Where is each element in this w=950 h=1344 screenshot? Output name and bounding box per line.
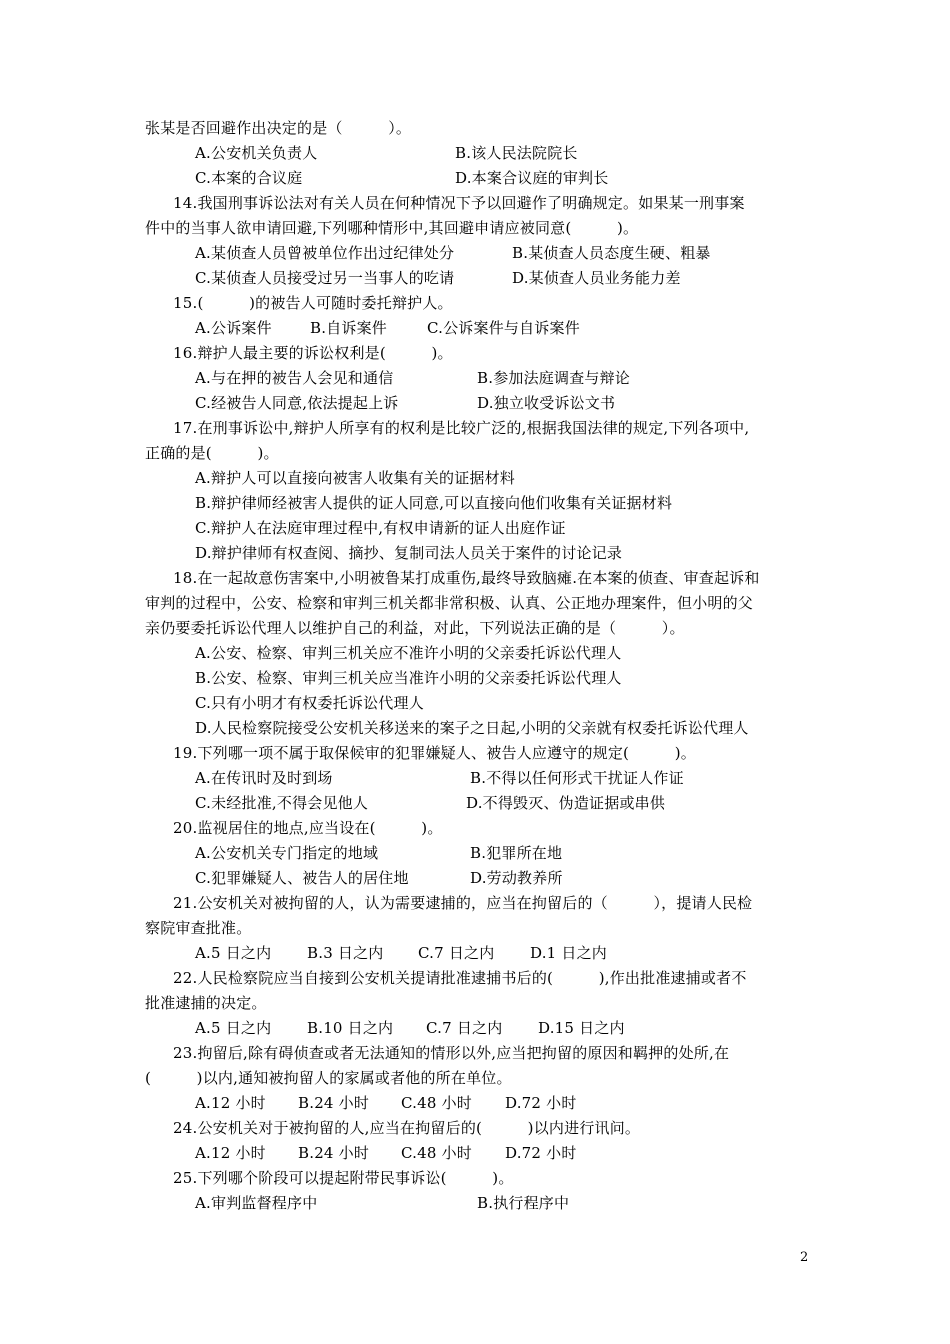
option-d: D.1 日之内 [530, 944, 607, 962]
option-b: B.执行程序中 [477, 1194, 570, 1212]
option-a: A.审判监督程序中 [195, 1194, 318, 1212]
text-line: 批准逮捕的决定。 [145, 994, 267, 1012]
option-d: D.人民检察院接受公安机关移送来的案子之日起,小明的父亲就有权委托诉讼代理人 [195, 719, 749, 737]
question-19: 19.下列哪一项不属于取保候审的犯罪嫌疑人、被告人应遵守的规定( )。 [173, 744, 696, 762]
option-d: D.本案合议庭的审判长 [455, 169, 609, 187]
option-b: B.自诉案件 [310, 319, 387, 337]
question-18: 18.在一起故意伤害案中,小明被鲁某打成重伤,最终导致脑瘫.在本案的侦查、审查起诉和 [173, 569, 760, 587]
text-line: 亲仍要委托诉讼代理人以维护自己的利益，对此，下列说法正确的是（ ）。 [145, 619, 685, 637]
option-a: A.5 日之内 [195, 1019, 272, 1037]
question-14: 14.我国刑事诉讼法对有关人员在何种情况下予以回避作了明确规定。如果某一刑事案 [173, 194, 745, 212]
option-a: A.12 小时 [195, 1094, 266, 1112]
option-a: A.辩护人可以直接向被害人收集有关的证据材料 [195, 469, 516, 487]
option-a: A.与在押的被告人会见和通信 [195, 369, 394, 387]
option-b: B.该人民法院院长 [455, 144, 578, 162]
option-d: D.辩护律师有权查阅、摘抄、复制司法人员关于案件的讨论记录 [195, 544, 623, 562]
option-d: D.劳动教养所 [470, 869, 563, 887]
question-25: 25.下列哪个阶段可以提起附带民事诉讼( )。 [173, 1169, 514, 1187]
option-c: C.7 日之内 [426, 1019, 503, 1037]
text-line: 张某是否回避作出决定的是（ ）。 [145, 119, 412, 137]
option-c: C.辩护人在法庭审理过程中,有权申请新的证人出庭作证 [195, 519, 566, 537]
option-b: B.3 日之内 [307, 944, 384, 962]
option-d: D.不得毁灭、伪造证据或串供 [466, 794, 666, 812]
option-a: A.公安、检察、审判三机关应不准许小明的父亲委托诉讼代理人 [195, 644, 622, 662]
option-d: D.独立收受诉讼文书 [477, 394, 616, 412]
question-24: 24.公安机关对于被拘留的人,应当在拘留后的( )以内进行讯问。 [173, 1119, 641, 1137]
question-20: 20.监视居住的地点,应当设在( )。 [173, 819, 443, 837]
option-b: B.10 日之内 [307, 1019, 394, 1037]
option-c: C.只有小明才有权委托诉讼代理人 [195, 694, 424, 712]
option-d: D.72 小时 [505, 1094, 577, 1112]
option-c: C.犯罪嫌疑人、被告人的居住地 [195, 869, 409, 887]
text-line: 正确的是( )。 [145, 444, 279, 462]
option-d: D.15 日之内 [538, 1019, 625, 1037]
question-16: 16.辩护人最主要的诉讼权利是( )。 [173, 344, 453, 362]
option-b: B.24 小时 [298, 1144, 370, 1162]
option-d: D.72 小时 [505, 1144, 577, 1162]
option-b: B.不得以任何形式干扰证人作证 [470, 769, 684, 787]
option-b: B.辩护律师经被害人提供的证人同意,可以直接向他们收集有关证据材料 [195, 494, 673, 512]
question-23: 23.拘留后,除有碍侦查或者无法通知的情形以外,应当把拘留的原因和羁押的处所,在 [173, 1044, 730, 1062]
option-c: C.7 日之内 [418, 944, 495, 962]
option-b: B.24 小时 [298, 1094, 370, 1112]
option-a: A.公安机关专门指定的地域 [195, 844, 379, 862]
page-number: 2 [800, 1250, 809, 1265]
option-c: C.48 小时 [401, 1144, 472, 1162]
question-17: 17.在刑事诉讼中,辩护人所享有的权利是比较广泛的,根据我国法律的规定,下列各项中, [173, 419, 750, 437]
question-22: 22.人民检察院应当自接到公安机关提请批准逮捕书后的( ),作出批准逮捕或者不 [173, 969, 747, 987]
option-a: A.在传讯时及时到场 [195, 769, 333, 787]
text-line: 件中的当事人欲申请回避,下列哪种情形中,其回避申请应被同意( )。 [145, 219, 639, 237]
option-c: C.某侦查人员接受过另一当事人的吃请 [195, 269, 455, 287]
text-line: 审判的过程中，公安、检察和审判三机关都非常积极、认真、公正地办理案件，但小明的父 [145, 594, 754, 612]
option-c: C.经被告人同意,依法提起上诉 [195, 394, 399, 412]
option-b: B.参加法庭调查与辩论 [477, 369, 630, 387]
option-a: A.12 小时 [195, 1144, 266, 1162]
option-c: C.本案的合议庭 [195, 169, 303, 187]
question-15: 15.( )的被告人可随时委托辩护人。 [173, 294, 453, 312]
question-21: 21.公安机关对被拘留的人，认为需要逮捕的，应当在拘留后的（ ），提请人民检 [173, 894, 753, 912]
option-b: B.犯罪所在地 [470, 844, 563, 862]
option-d: D.某侦查人员业务能力差 [512, 269, 681, 287]
option-c: C.48 小时 [401, 1094, 472, 1112]
option-b: B.某侦查人员态度生硬、粗暴 [512, 244, 711, 262]
option-c: C.未经批准,不得会见他人 [195, 794, 369, 812]
option-a: A.某侦查人员曾被单位作出过纪律处分 [195, 244, 455, 262]
text-line: 察院审查批准。 [145, 919, 252, 937]
option-a: A.公诉案件 [195, 319, 272, 337]
option-a: A.公安机关负责人 [195, 144, 318, 162]
text-line: ( )以内,通知被拘留人的家属或者他的所在单位。 [145, 1069, 512, 1087]
option-a: A.5 日之内 [195, 944, 272, 962]
option-b: B.公安、检察、审判三机关应当准许小明的父亲委托诉讼代理人 [195, 669, 622, 687]
option-c: C.公诉案件与自诉案件 [427, 319, 580, 337]
